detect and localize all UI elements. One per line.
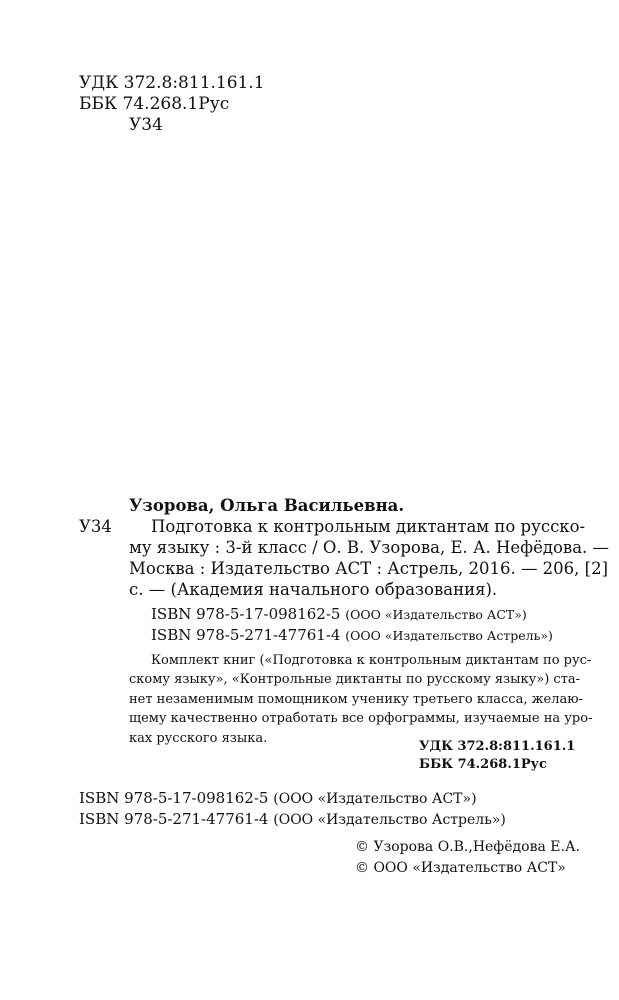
footer-isbn-1 xyxy=(79,788,477,810)
record-line-4: с. — (Академия начального образования). xyxy=(129,580,498,599)
isbn-number: ISBN 978-5-17-098162-5 xyxy=(151,605,341,623)
record-udk: УДК 372.8:811.161.1 xyxy=(419,739,576,754)
header-code: У34 xyxy=(129,115,163,135)
record-bbk: ББК 74.268.1Рус xyxy=(419,757,547,772)
annotation-line-3: нет незаменимым помощником ученику третьего класса, желаю- xyxy=(129,692,583,707)
annotation-line-1: Комплект книг («Подготовка к контрольным диктантам по рус- xyxy=(151,653,592,668)
record-line-3: Москва : Издательство АСТ : Астрель, 2016. — 206, [2] xyxy=(129,559,609,578)
header-bbk: ББК 74.268.1Рус xyxy=(79,94,230,114)
footer-isbn-2 xyxy=(79,809,506,831)
isbn-publisher: (ООО «Издательство АСТ») xyxy=(345,607,527,622)
header-udk: УДК 372.8:811.161.1 xyxy=(79,73,265,93)
isbn-publisher: (ООО «Издательство Астрель») xyxy=(273,812,506,828)
record-code: У34 xyxy=(79,517,112,536)
isbn-number: ISBN 978-5-271-47761-4 xyxy=(151,626,341,644)
annotation-line-4: щему качественно отработать все орфограммы, изучаемые на уро- xyxy=(129,711,593,726)
isbn-number: ISBN 978-5-17-098162-5 xyxy=(79,789,269,807)
annotation-line-2: скому языку», «Контрольные диктанты по русскому языку») ста- xyxy=(129,672,581,687)
record-line-1: Подготовка к контрольным диктантам по русско- xyxy=(151,517,586,536)
copyright-authors: © Узорова О.В.,Нефёдова Е.А. xyxy=(355,839,581,855)
record-isbn-1 xyxy=(151,604,527,625)
record-author: Узорова, Ольга Васильевна. xyxy=(129,496,405,515)
isbn-publisher: (ООО «Издательство АСТ») xyxy=(273,791,477,807)
record-isbn-2 xyxy=(151,625,553,646)
copyright-publisher: © ООО «Издательство АСТ» xyxy=(355,860,566,876)
isbn-number: ISBN 978-5-271-47761-4 xyxy=(79,810,269,828)
record-line-2: му языку : 3-й класс / О. В. Узорова, Е. А. Нефёдова. — xyxy=(129,538,610,557)
annotation-line-5: ках русского языка. xyxy=(129,731,268,746)
isbn-publisher: (ООО «Издательство Астрель») xyxy=(345,628,553,643)
